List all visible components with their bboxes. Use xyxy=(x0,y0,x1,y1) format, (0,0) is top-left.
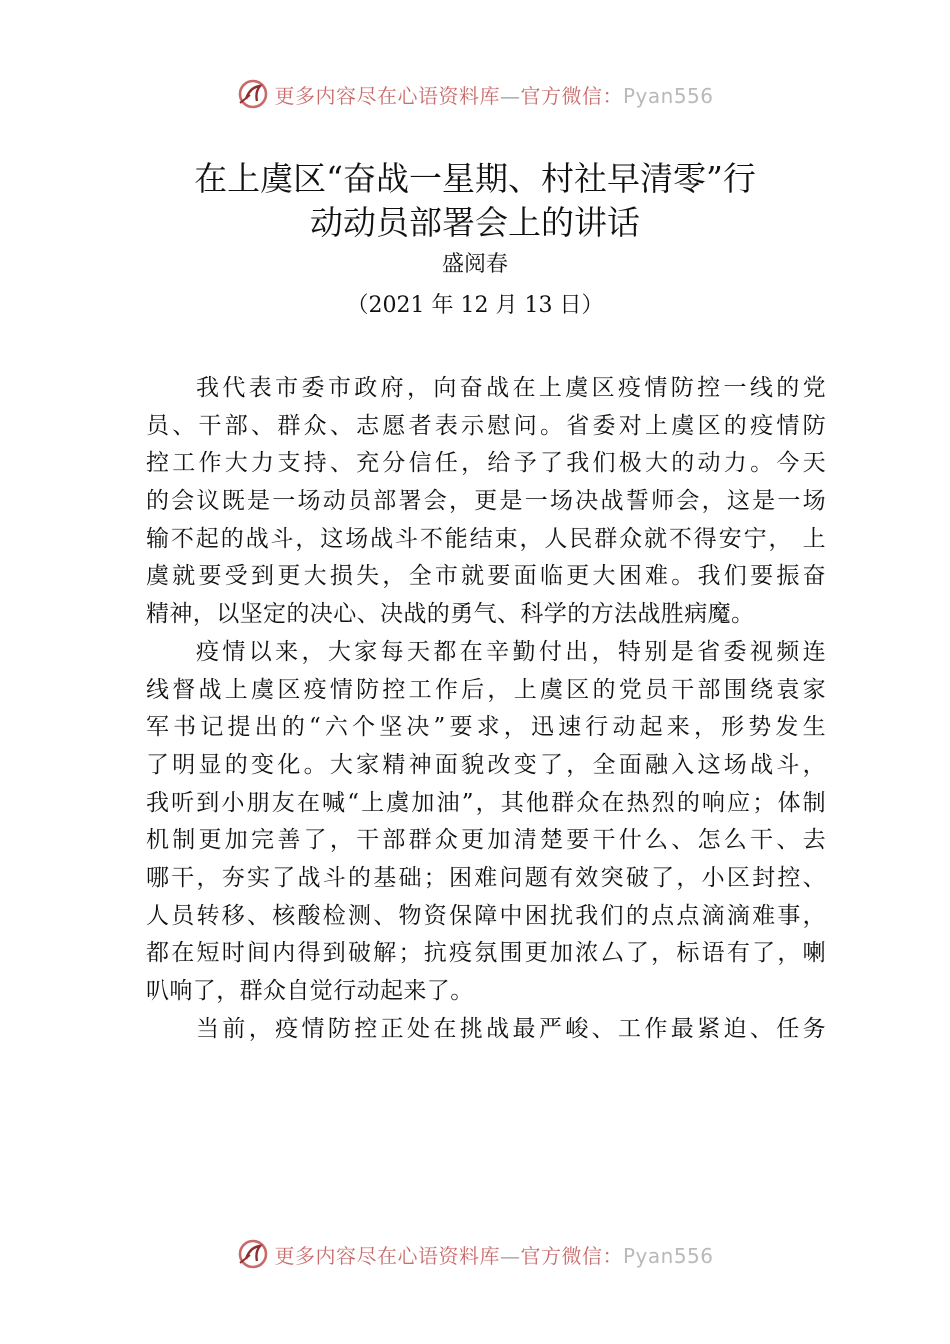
watermark-header xyxy=(0,74,950,114)
document-author: 盛阅春 xyxy=(441,252,508,277)
paragraph-line: 我听到小朋友在喊“上虞加油”，其他群众在热烈的响应；体制 xyxy=(146,789,826,816)
paragraph-line: 我代表市委市政府，向奋战在上虞区疫情防控一线的党 xyxy=(196,375,826,401)
watermark-cn: 更多内容尽在心语资料库 xyxy=(274,83,500,108)
document-body xyxy=(146,370,826,1048)
paragraph-line: 了明显的变化。大家精神面貌改变了，全面融入这场战斗， xyxy=(146,751,826,778)
paragraph-line: 虞就要受到更大损失，全市就要面临更大困难。我们要振奋 xyxy=(146,563,826,590)
watermark-cn2: 官方微信： xyxy=(520,1243,623,1268)
paragraph-line: 员、干部、群众、志愿者表示慰问。省委对上虞区的疫情防 xyxy=(146,412,826,439)
watermark-footer xyxy=(0,1234,950,1274)
paragraph-line: 当前，疫情防控正处在挑战最严峻、工作最紧迫、任务 xyxy=(196,1015,826,1042)
watermark-cn: 更多内容尽在心语资料库 xyxy=(274,1243,500,1268)
watermark-wechat-id: Pyan556 xyxy=(622,1243,714,1268)
paragraph-line: 哪干，夯实了战斗的基础；困难问题有效突破了，小区封控、 xyxy=(146,864,826,891)
watermark-text xyxy=(274,80,713,109)
paragraph-line: 输不起的战斗，这场战斗不能结束，人民群众就不得安宁， 上 xyxy=(146,525,826,552)
document-title-line-2: 动动员部署会上的讲话 xyxy=(310,203,640,242)
paragraph-line: 机制更加完善了，干部群众更加清楚要干什么、怎么干、去 xyxy=(146,827,826,854)
watermark-separator: — xyxy=(499,1243,521,1268)
paragraph-line: 疫情以来，大家每天都在辛勤付出，特别是省委视频连 xyxy=(196,638,826,665)
watermark-cn2: 官方微信： xyxy=(520,83,623,108)
paragraph-line: 军书记提出的“六个坚决”要求，迅速行动起来，形势发生 xyxy=(146,714,826,741)
paragraph-line: 人员转移、核酸检测、物资保障中困扰我们的点点滴滴难事， xyxy=(146,902,826,929)
paragraph-line: 的会议既是一场动员部署会，更是一场决战誓师会，这是一场 xyxy=(146,488,826,515)
paragraph-line: 叭响了，群众自觉行动起来了。 xyxy=(146,978,474,1004)
document-title-line-1: 在上虞区“奋战一星期、村社早清零”行 xyxy=(194,159,756,198)
watermark-text xyxy=(274,1240,713,1269)
brand-logo-icon xyxy=(236,77,270,111)
brand-logo-icon xyxy=(236,1237,270,1271)
paragraph-line: 精神，以坚定的决心、决战的勇气、科学的方法战胜病魔。 xyxy=(146,601,755,628)
paragraph-line: 线督战上虞区疫情防控工作后，上虞区的党员干部围绕袁家 xyxy=(146,676,826,703)
watermark-wechat-id: Pyan556 xyxy=(622,83,714,108)
watermark-separator: — xyxy=(499,83,521,108)
document-date: （2021 年 12 月 13 日） xyxy=(346,293,604,318)
paragraph-line: 控工作大力支持、充分信任，给予了我们极大的动力。今天 xyxy=(146,450,826,477)
paragraph-line: 都在短时间内得到破解；抗疫氛围更加浓厶了，标语有了，喇 xyxy=(146,940,826,967)
